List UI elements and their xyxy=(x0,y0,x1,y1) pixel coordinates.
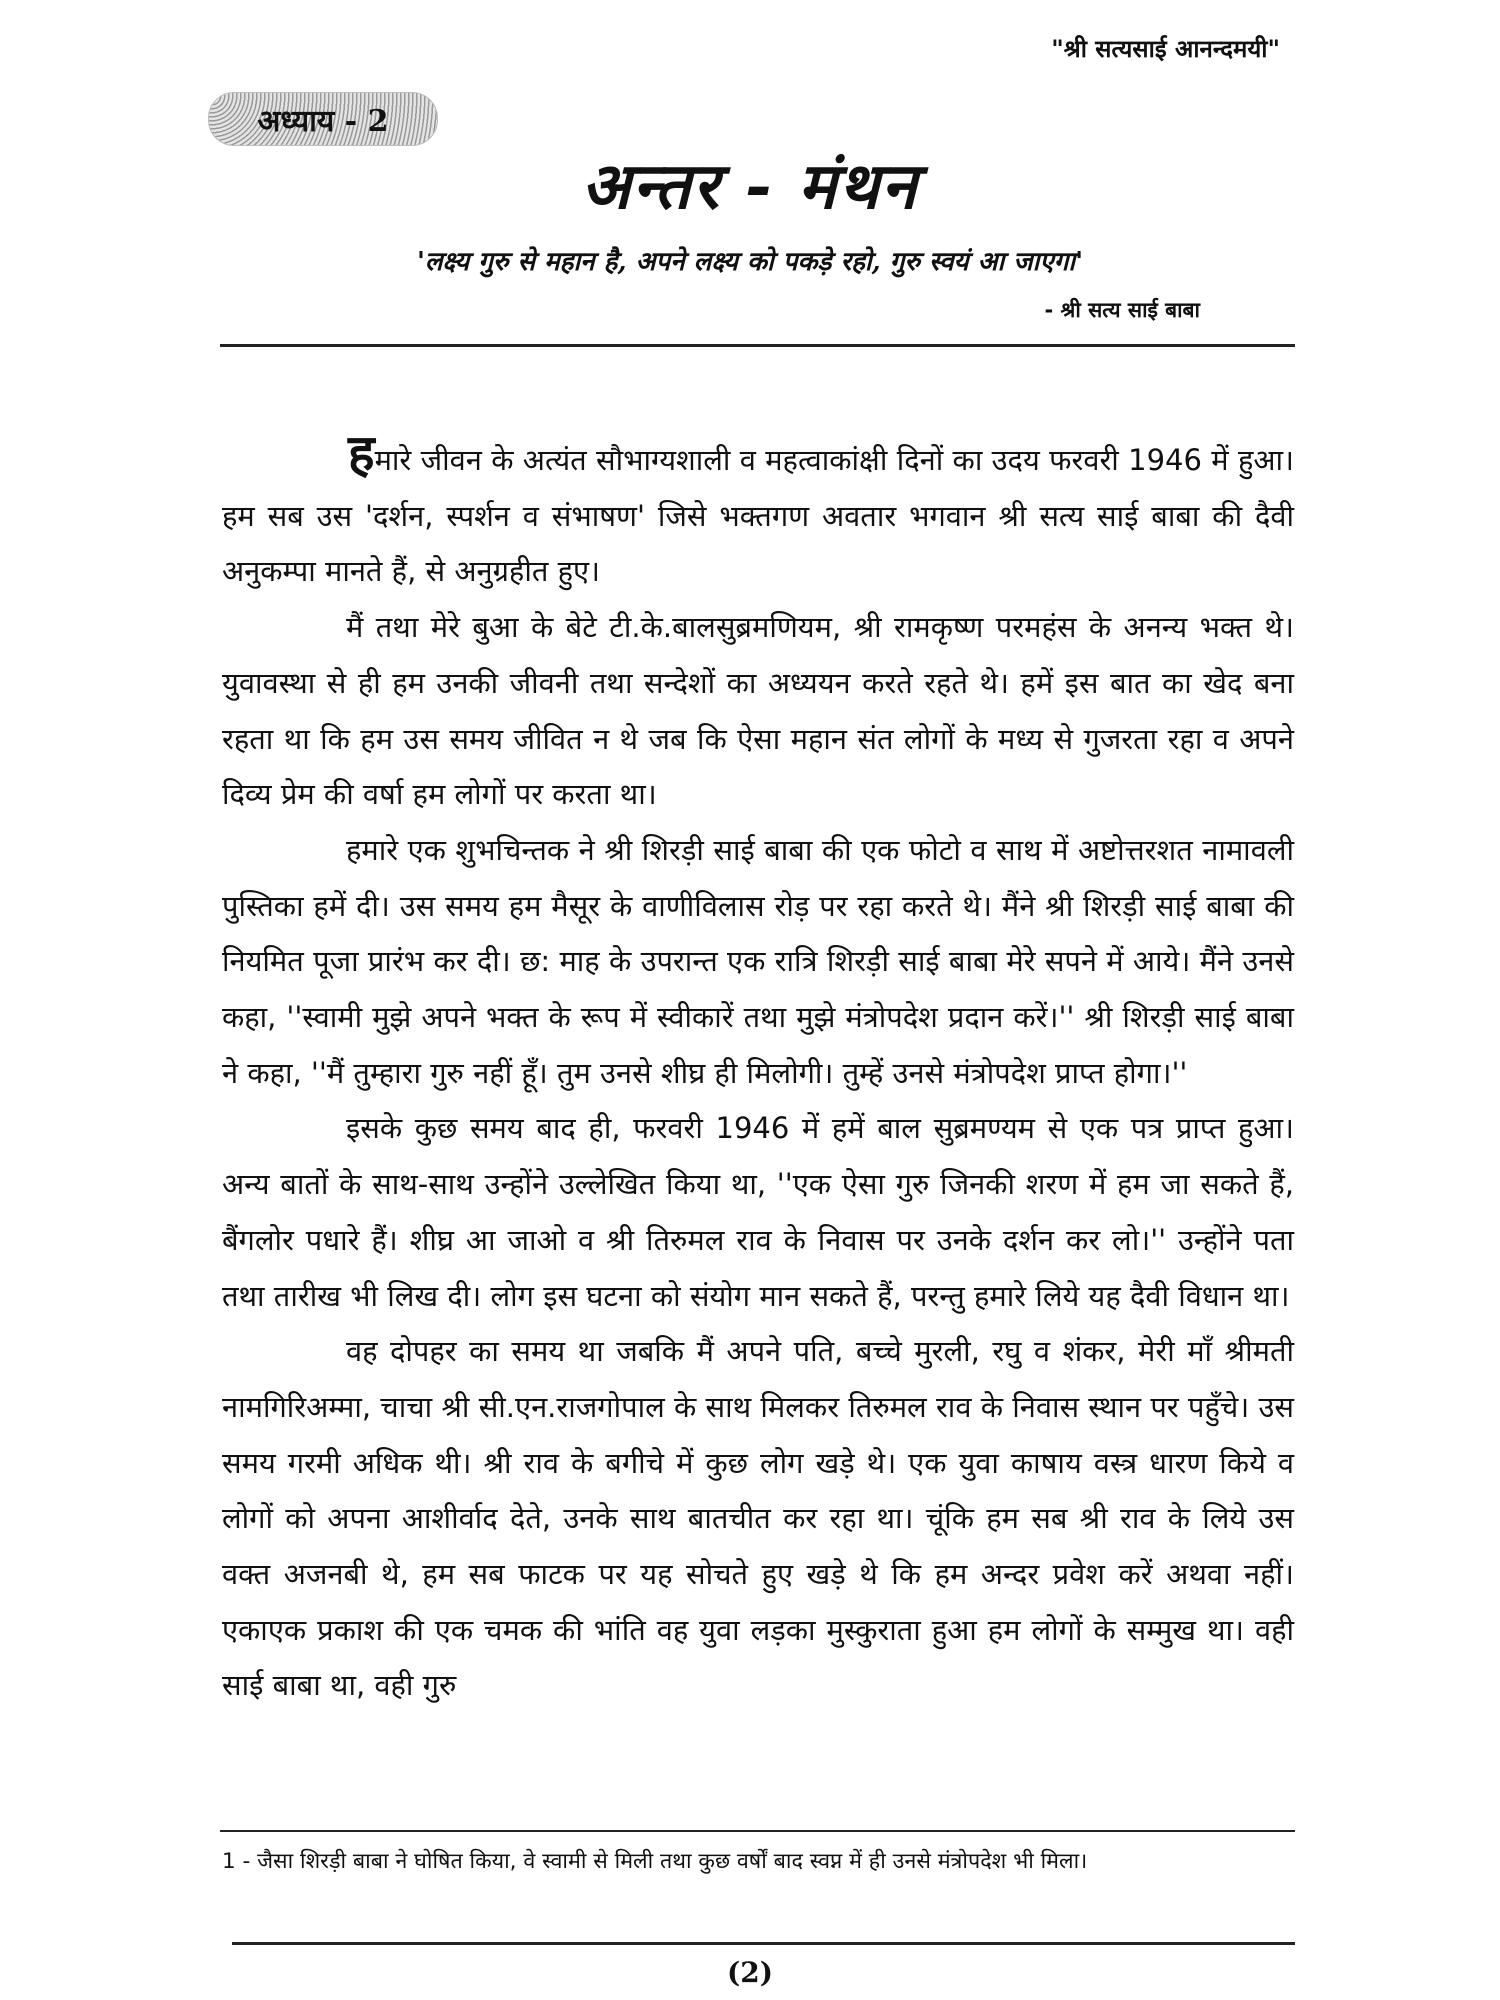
page-number: (2) xyxy=(727,1956,773,1989)
paragraph-5: वह दोपहर का समय था जबकि मैं अपने पति, बच्चे मुरली, रघु व शंकर, मेरी माँ श्रीमती नामगिरिअम्मा, चाचा श्री सी.एन.राजगोपाल के साथ मिलकर तिरुमल राव के निवास स्थान पर पहुँचे। उस समय गरमी अधिक थी। श्री राव के बगीचे में कुछ लोग खड़े थे। एक युवा काषाय वस्त्र धारण किये व लोगों को अपना आशीर्वाद देते, उनके साथ बातचीत कर रहा था। चूंकि हम सब श्री राव के लिये उस वक्त अजनबी थे, हम सब फाटक पर यह सोचते हुए खड़े थे कि हम अन्दर प्रवेश करें अथवा नहीं। एकाएक प्रकाश की एक चमक की भांति वह युवा लड़का मुस्कुराता हुआ हम लोगों के सम्मुख था। वही साई बाबा था, वही गुरु xyxy=(222,1334,1294,1703)
drop-cap: ह xyxy=(348,423,375,482)
paragraph-4: इसके कुछ समय बाद ही, फरवरी 1946 में हमें बाल सुब्रमण्यम से एक पत्र प्राप्त हुआ। अन्य बातों के साथ-साथ उन्होंने उल्लेखित किया था, ''एक ऐसा गुरु जिनकी शरण में हम जा सकते हैं, बैंगलोर पधारे हैं। शीघ्र आ जाओ व श्री तिरुमल राव के निवास पर उनके दर्शन कर लो।'' उन्होंने पता तथा तारीख भी लिख दी। लोग इस घटना को संयोग मान सकते हैं, परन्तु हमारे लिये यह दैवी विधान था। xyxy=(222,1111,1294,1313)
chapter-title: अन्तर - मंथन xyxy=(581,149,919,224)
epigraph-quote: 'लक्ष्य गुरु से महान है, अपने लक्ष्य को पकड़े रहो, गुरु स्वयं आ जाएगा' xyxy=(416,247,1084,277)
chapter-badge-label: अध्याय - 2 xyxy=(257,103,389,139)
paragraph-1-text: मारे जीवन के अत्यंत सौभाग्यशाली व महत्वाकांक्षी दिनों का उदय फरवरी 1946 में हुआ। हम सब उस 'दर्शन, स्पर्शन व संभाषण' जिसे भक्तगण अवतार भगवान श्री सत्य साई बाबा की दैवी अनुकम्पा मानते हैं, से अनुग्रहीत हुए। xyxy=(222,443,1294,589)
paragraph-3: हमारे एक शुभचिन्तक ने श्री शिरड़ी साई बाबा की एक फोटो व साथ में अष्टोत्तरशत नामावली पुस्तिका हमें दी। उस समय हम मैसूर के वाणीविलास रोड़ पर रहा करते थे। मैंने श्री शिरड़ी साई बाबा की नियमित पूजा प्रारंभ कर दी। छ: माह के उपरान्त एक रात्रि शिरड़ी साई बाबा मेरे सपने में आये। मैंने उनसे कहा, ''स्वामी मुझे अपने भक्त के रूप में स्वीकारें तथा मुझे मंत्रोपदेश प्रदान करें।'' श्री शिरड़ी साई बाबा ने कहा, ''मैं तुम्हारा गुरु नहीं हूँ। तुम उनसे शीघ्र ही मिलोगी। तुम्हें उनसे मंत्रोपदेश प्राप्त होगा।'' xyxy=(222,832,1294,1090)
paragraph-2: मैं तथा मेरे बुआ के बेटे टी.के.बालसुब्रमणियम, श्री रामकृष्ण परमहंस के अनन्य भक्त थे। युवावस्था से ही हम उनकी जीवनी तथा सन्देशों का अध्ययन करते रहते थे। हमें इस बात का खेद बना रहता था कि हम उस समय जीवित न थे जब कि ऐसा महान संत लोगों के मध्य से गुजरता रहा व अपने दिव्य प्रेम की वर्षा हम लोगों पर करता था। xyxy=(222,610,1294,812)
body-text xyxy=(222,423,1294,1714)
header-divider xyxy=(220,344,1295,347)
footnote: 1 - जैसा शिरड़ी बाबा ने घोषित किया, वे स्वामी से मिली तथा कुछ वर्षों बाद स्वप्न में ही उनसे मंत्रोपदेश भी मिला। xyxy=(222,1849,1088,1874)
epigraph-author: - श्री सत्य साई बाबा xyxy=(1044,298,1200,322)
running-header: "श्री सत्यसाई आनन्दमयी" xyxy=(1051,35,1280,63)
chapter-badge xyxy=(208,92,438,146)
footnote-divider xyxy=(220,1830,1295,1832)
footer-divider xyxy=(232,1942,1295,1945)
paragraph-1 xyxy=(222,423,1294,600)
